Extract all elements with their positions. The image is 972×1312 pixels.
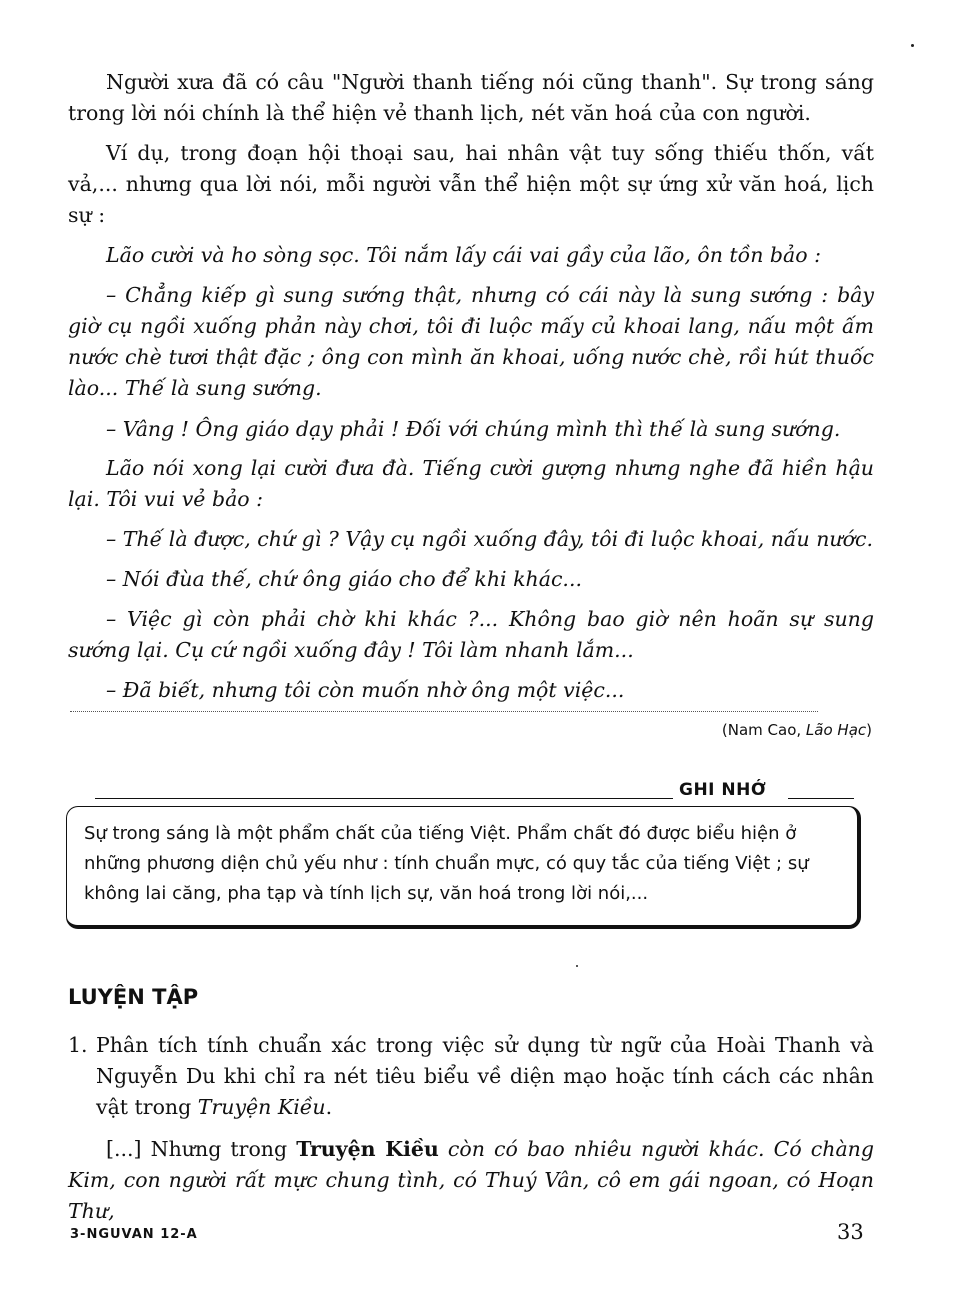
source-citation: (Nam Cao, Lão Hạc) xyxy=(721,721,872,739)
dialogue-line-2: – Chẳng kiếp gì sung sướng thật, nhưng có cái này là sung sướng : bây giờ cụ ngồi xuống phản này chơi, tôi đi luộc mấy củ khoai lang, nấu một ấm nước chè tươi thật đặc ; ông con mình ăn khoai, uống nước chè, rồi hút thuốc lào... Thế là sung sướng. xyxy=(68,283,874,400)
dialogue-line-4: Lão nói xong lại cười đưa đà. Tiếng cười gượng nhưng nghe đã hiền hậu lại. Tôi vui vẻ bảo : xyxy=(68,456,874,511)
note-rule-right xyxy=(788,798,854,799)
exercise-1-text: Phân tích tính chuẩn xác trong việc sử dụng từ ngữ của Hoài Thanh và Nguyễn Du khi chỉ ra nét tiêu biểu về diện mạo hoặc tính cách các nhân vật trong Truyện Kiều. xyxy=(96,1033,874,1119)
ellipsis-dotted-rule xyxy=(70,711,818,712)
speck-mark xyxy=(576,965,578,967)
note-text: Sự trong sáng là một phẩm chất của tiếng Việt. Phẩm chất đó được biểu hiện ở những phương diện chủ yếu như : tính chuẩn mực, có quy tắc của tiếng Việt ; sự không lai căng, pha tạp và tính lịch sự, văn hoá trong lời nói,... xyxy=(84,823,809,904)
page-number: 33 xyxy=(837,1220,864,1244)
intro-paragraph-1: Người xưa đã có câu "Người thanh tiếng nói cũng thanh". Sự trong sáng trong lời nói chính là thể hiện vẻ thanh lịch, nét văn hoá của con người. xyxy=(68,70,874,125)
intro-paragraph-2: Ví dụ, trong đoạn hội thoại sau, hai nhân vật tuy sống thiếu thốn, vất vả,... nhưng qua lời nói, mỗi người vẫn thể hiện một sự ứng xử văn hoá, lịch sự : xyxy=(68,141,874,227)
dialogue-line-6: – Nói đùa thế, chứ ông giáo cho để khi khác... xyxy=(106,567,582,591)
speck-mark xyxy=(911,44,914,47)
dialogue-line-8: – Đã biết, nhưng tôi còn muốn nhờ ông một việc... xyxy=(106,678,625,702)
footer-signature: 3-NGUVAN 12-A xyxy=(70,1227,198,1242)
dialogue-line-3: – Vâng ! Ông giáo dạy phải ! Đối với chúng mình thì thế là sung sướng. xyxy=(106,417,841,441)
exercise-number: 1. xyxy=(68,1033,88,1057)
exercise-1-quote: [...] Nhưng trong Truyện Kiều còn có bao nhiêu người khác. Có chàng Kim, con người rất mực chung tình, có Thuý Vân, cô em gái ngoan, có Hoạn Thư, xyxy=(68,1137,874,1223)
practice-heading: LUYỆN TẬP xyxy=(68,985,199,1009)
dialogue-line-1: Lão cười và ho sòng sọc. Tôi nắm lấy cái vai gầy của lão, ôn tồn bảo : xyxy=(106,243,822,267)
note-rule-left xyxy=(95,798,673,799)
dialogue-line-7: – Việc gì còn phải chờ khi khác ?... Không bao giờ nên hoãn sự sung sướng lại. Cụ cứ ngồi xuống đây ! Tôi làm nhanh lắm... xyxy=(68,607,874,662)
dialogue-line-5: – Thế là được, chứ gì ? Vậy cụ ngồi xuống đây, tôi đi luộc khoai, nấu nước. xyxy=(106,527,873,551)
note-title: GHI NHỚ xyxy=(679,780,767,800)
